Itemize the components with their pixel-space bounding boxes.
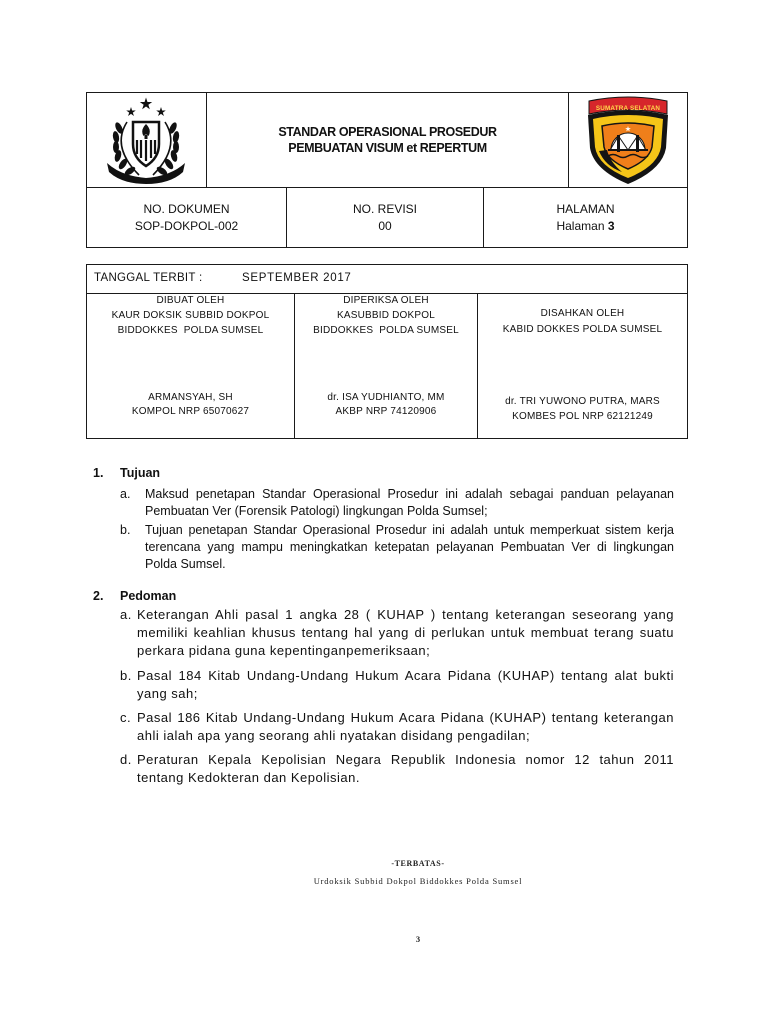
document-number-value: SOP-DOKPOL-002 [134,218,239,233]
text-line: Keterangan Ahli pasal 1 angka 28 ( KUHAP ) tentang keterangan seseorang yang [137,607,674,622]
document-title [206,92,569,188]
signatory-position-line: BIDDOKKES POLDA SUMSEL [117,325,264,336]
page-value-prefix: Halaman [556,218,605,233]
signatory-name: ARMANSYAH, SH [148,392,233,403]
polri-emblem-logo [97,95,197,185]
revision-value: 00 [378,218,392,233]
text-line: ahli ialah apa yang seorang ahli nyatakan disidang pengadilan; [137,728,531,743]
section-1-heading [0,465,768,483]
issue-date-label: TANGGAL TERBIT : [94,272,203,284]
page-label: HALAMAN [556,201,615,216]
signatory-position [478,306,687,338]
list-item-text [145,522,674,573]
revision-label: NO. REVISI [352,201,417,216]
document-number-label: NO. DOKUMEN [143,201,230,216]
text-line: memiliki keahlian khusus tentang hal yang di perlukan untuk membuat terang suatu [137,625,674,640]
list-marker: b. [120,668,132,683]
signatory-role: DIBUAT OLEH [156,295,225,306]
page-number: 3 [415,934,421,944]
sumsel-police-badge-logo [580,95,676,185]
signatory-position-line: KASUBBID DOKPOL [336,310,436,321]
list-item-text [137,667,674,703]
section-number: 1. [93,466,104,480]
signatory-identity [295,391,477,419]
text-line: perkara pidana guna kepentinganpemeriksaan; [137,643,431,658]
list-item-text [145,486,674,520]
badge-banner-text: SUMATRA SELATAN [595,105,661,112]
footer-unit: Urdoksik Subbid Dokpol Biddokkes Polda Sumsel [313,876,523,886]
signatory-checked-by [294,293,478,439]
title-line: STANDAR OPERASIONAL PROSEDUR [278,125,497,139]
list-marker: d. [120,752,132,767]
text-line: terencana yang mampu meningkatkan ketepatan pelayanan Pembuatan Ver di lingkungan [145,540,674,554]
list-item-text [137,606,674,660]
list-marker: b. [120,523,131,537]
issue-date-value: SEPTEMBER 2017 [242,272,352,284]
signatory-approved-by [477,293,688,439]
signatory-position [87,293,294,338]
signatory-role: DIPERIKSA OLEH [343,295,429,306]
list-marker: a. [120,487,131,501]
text-line: Pasal 184 Kitab Undang-Undang Hukum Acara Pidana (KUHAP) tentang alat bukti [137,668,674,683]
signatory-name: dr. TRI YUWONO PUTRA, MARS [505,396,660,407]
header-logo-left-cell [86,92,207,188]
page-value [556,218,614,235]
text-line: tentang Kedokteran dan Kepolisian. [137,770,360,785]
signatory-position [295,293,477,338]
section-number: 2. [93,589,104,603]
subtitle-line: PEMBUATAN VISUM et REPERTUM [288,141,487,155]
section-2-heading [0,587,768,605]
signatory-position-line: KAUR DOKSIK SUBBID DOKPOL [111,310,270,321]
section-title: Tujuan [120,466,161,480]
list-item-text [137,751,674,787]
text-line: Polda Sumsel. [145,557,226,571]
text-line: Peraturan Kepala Kepolisian Negara Republik Indonesia nomor 12 tahun 2011 [137,752,674,767]
revision-cell [286,187,484,248]
footer-classification: -TERBATAS- [391,859,445,868]
signatory-identity [478,394,687,424]
signatory-name: dr. ISA YUDHIANTO, MM [327,392,445,403]
list-item-text [137,709,674,745]
header-logo-right-cell [568,92,688,188]
signatory-rank-nrp: KOMBES POL NRP 62121249 [512,411,653,422]
signatory-position-line: KABID DOKKES POLDA SUMSEL [502,324,663,335]
signatory-identity [87,391,294,419]
text-line: Pembuatan Ver (Forensik Patologi) lingkungan Polda Sumsel; [145,504,488,518]
text-line: Maksud penetapan Standar Operasional Prosedur ini adalah sebagai panduan pelayanan [145,487,674,501]
text-line: yang sah; [137,686,198,701]
issue-date-row [86,264,688,294]
page-cell [483,187,688,248]
document-number-cell [86,187,287,248]
signatory-role: DISAHKAN OLEH [540,308,625,319]
page-value-number: 3 [607,218,615,233]
list-marker: a. [120,607,132,622]
section-title: Pedoman [120,589,177,603]
signatory-rank-nrp: KOMPOL NRP 65070627 [131,406,250,417]
list-marker: c. [120,710,132,725]
text-line: Tujuan penetapan Standar Operasional Prosedur ini adalah untuk memperkuat sistem kerja [145,523,674,537]
text-line: Pasal 186 Kitab Undang-Undang Hukum Acara Pidana (KUHAP) tentang keterangan [137,710,674,725]
signatory-prepared-by [86,293,295,439]
signatory-position-line: BIDDOKKES POLDA SUMSEL [313,325,459,336]
signatory-rank-nrp: AKBP NRP 74120906 [335,406,437,417]
